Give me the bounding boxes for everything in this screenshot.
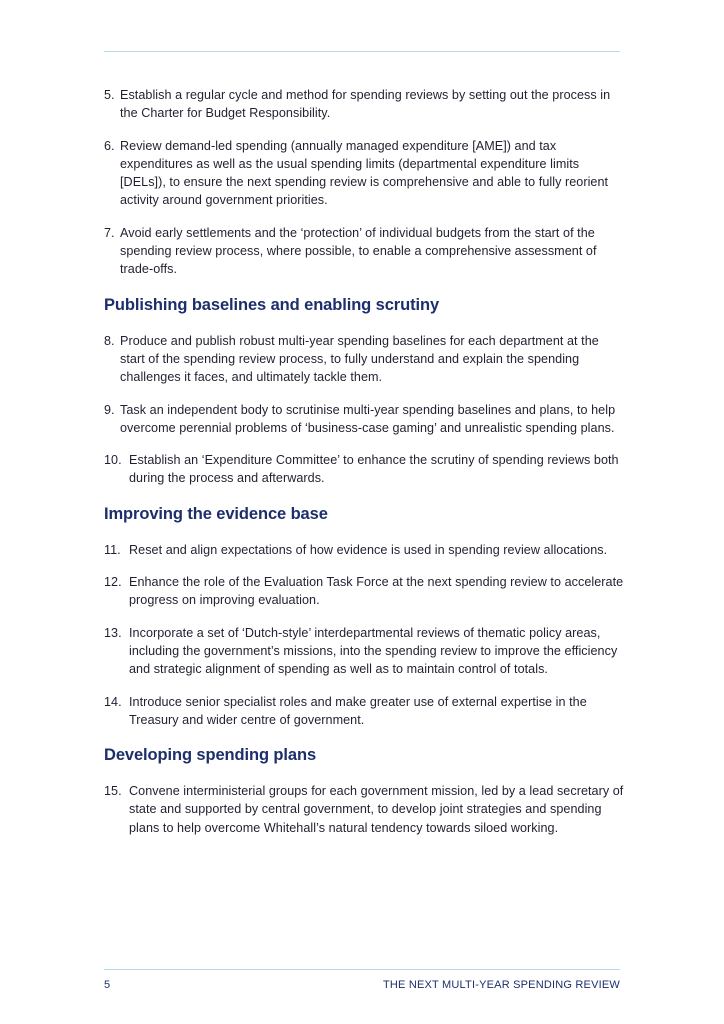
- item-number: 9.: [104, 402, 115, 417]
- item-text: Reset and align expectations of how evidence is used in spending review allocations.: [129, 542, 608, 557]
- list-item: [104, 624, 624, 679]
- page-number: 5: [104, 979, 111, 991]
- list-item: [104, 86, 624, 123]
- list-item: [104, 137, 624, 210]
- item-text: Introduce senior specialist roles and make greater use of external expertise in the Treasury and wider centre of government.: [129, 694, 587, 727]
- item-text: Review demand-led spending (annually managed expenditure [AME]) and tax expenditures as well as the usual spending limits (departmental expenditure limits [DELs]), to ensure the next spending review is comprehensive and able to fully reorient activity around government priorities.: [120, 138, 609, 208]
- item-number: 10.: [104, 453, 122, 468]
- list-item: [104, 401, 624, 438]
- item-text: Establish a regular cycle and method for spending reviews by setting out the process in the Charter for Budget Responsibility.: [120, 88, 611, 121]
- item-number: 15.: [104, 784, 122, 799]
- item-text: Produce and publish robust multi-year spending baselines for each department at the start of the spending review process, to fully understand and explain the spending challenges it faces, and ultimately tackle them.: [120, 333, 599, 385]
- list-item: [104, 573, 624, 610]
- item-text: Enhance the role of the Evaluation Task Force at the next spending review to accelerate progress on improving evaluation.: [129, 575, 624, 608]
- item-number: 13.: [104, 625, 122, 640]
- section-heading-baselines: Publishing baselines and enabling scrutiny: [104, 295, 440, 314]
- item-number: 5.: [104, 88, 115, 102]
- item-text: Avoid early settlements and the ‘protection’ of individual budgets from the start of the spending review process, where possible, to enable a comprehensive assessment of trade-offs.: [120, 225, 597, 277]
- recommendations-list: [104, 78, 624, 837]
- item-number: 6.: [104, 138, 115, 153]
- list-item: [104, 451, 624, 488]
- list-item: [104, 332, 624, 387]
- item-text: Incorporate a set of ‘Dutch-style’ interdepartmental reviews of thematic policy areas, including the government’s missions, into the spending review to improve the efficiency and strategic alignment of spending as well as to maintain control of totals.: [129, 625, 618, 677]
- item-text: Establish an ‘Expenditure Committee’ to enhance the scrutiny of spending reviews both during the process and afterwards.: [129, 453, 619, 486]
- item-text: Convene interministerial groups for each government mission, led by a lead secretary of state and supported by central government, to develop joint strategies and spending plans to help overcome Whitehall’s natural tendency towards siloed working.: [129, 784, 624, 835]
- header-rule: [104, 51, 620, 52]
- list-item: [104, 541, 624, 559]
- list-item: [104, 693, 624, 730]
- section-heading-spending-plans: Developing spending plans: [104, 746, 317, 765]
- item-text: Task an independent body to scrutinise multi-year spending baselines and plans, to help overcome perennial problems of ‘business-case gaming’ and unrealistic spending plans.: [120, 402, 616, 435]
- footer-rule: [104, 969, 620, 970]
- item-number: 12.: [104, 575, 122, 590]
- item-number: 8.: [104, 333, 115, 348]
- list-item: [104, 782, 624, 837]
- publication-title: THE NEXT MULTI-YEAR SPENDING REVIEW: [382, 979, 620, 991]
- item-number: 11.: [104, 542, 121, 557]
- section-heading-evidence: Improving the evidence base: [104, 504, 328, 523]
- list-item: [104, 224, 624, 279]
- item-number: 7.: [104, 225, 115, 240]
- item-number: 14.: [104, 694, 122, 709]
